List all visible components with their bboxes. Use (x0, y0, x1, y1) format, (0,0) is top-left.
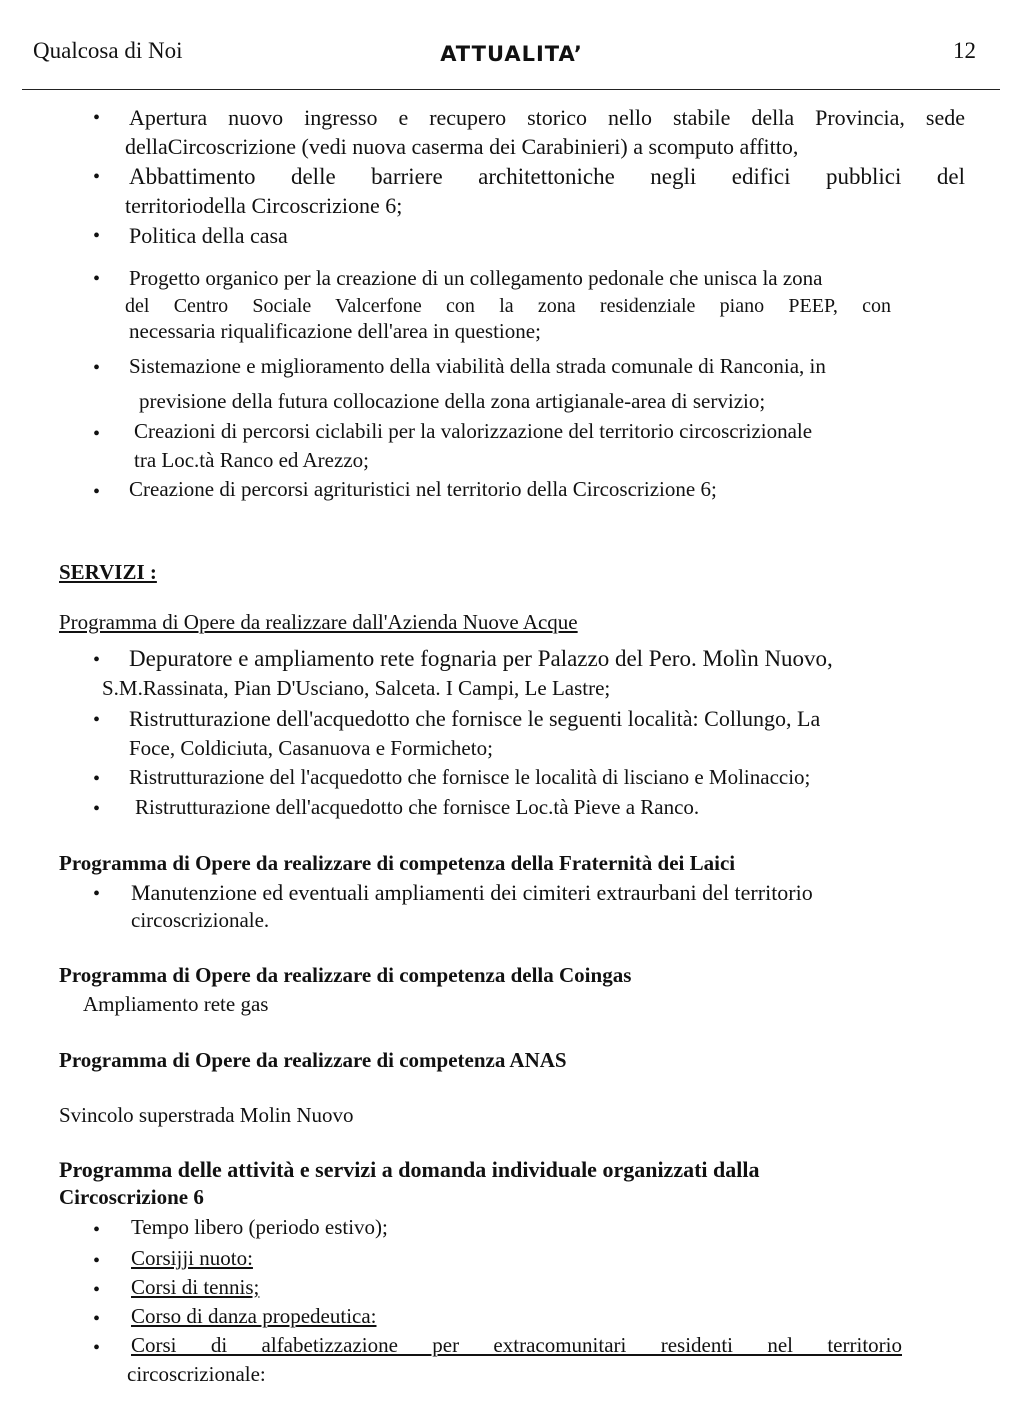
list-item-line: Corsijji nuoto: (131, 1246, 253, 1270)
list-item-line: Manutenzione ed eventuali ampliamenti dei cimiteri extraurbani del territorio (131, 880, 813, 905)
header-divider (22, 89, 1000, 90)
anas-title: Programma di Opere da realizzare di competenza ANAS (59, 1048, 567, 1072)
list-item-line: territoriodella Circoscrizione 6; (125, 193, 403, 218)
bullet-icon: • (93, 883, 101, 905)
bullet-icon: • (93, 798, 101, 820)
list-item-line: S.M.Rassinata, Pian D'Usciano, Salceta. I Campi, Le Lastre; (102, 676, 611, 700)
bullet-icon: • (93, 268, 101, 290)
coingas-text: Ampliamento rete gas (83, 992, 269, 1016)
list-item-line: Ristrutturazione dell'acquedotto che fornisce le seguenti località: Collungo, La (129, 706, 821, 731)
page-number: 12 (953, 38, 976, 63)
publication-title: Qualcosa di Noi (33, 38, 183, 63)
attivita-title: Programma delle attività e servizi a domanda individuale organizzati dalla (59, 1157, 760, 1182)
list-item-line: Politica della casa (129, 223, 288, 248)
bullet-icon: • (93, 1279, 101, 1301)
anas-text: Svincolo superstrada Molin Nuovo (59, 1103, 354, 1127)
list-item-line: Depuratore e ampliamento rete fognaria per Palazzo del Pero. Molìn Nuovo, (129, 646, 833, 671)
list-item-line: Sistemazione e miglioramento della viabilità della strada comunale di Ranconia, in (129, 354, 826, 378)
bullet-icon: • (93, 166, 101, 188)
list-item-line: tra Loc.tà Ranco ed Arezzo; (134, 448, 369, 472)
bullet-icon: • (93, 709, 101, 731)
bullet-icon: • (93, 423, 101, 445)
coingas-title: Programma di Opere da realizzare di competenza della Coingas (59, 963, 632, 987)
list-item-line: Ristrutturazione dell'acquedotto che fornisce Loc.tà Pieve a Ranco. (135, 795, 700, 819)
bullet-icon: • (93, 225, 101, 247)
bullet-icon: • (93, 649, 101, 671)
list-item-line: circoscrizionale: (127, 1362, 266, 1386)
list-item-line: Abbattimento delle barriere architettoniche negli edifici pubblici del (129, 164, 965, 189)
list-item-line: dellaCircoscrizione (vedi nuova caserma dei Carabinieri) a scomputo affitto, (125, 134, 799, 159)
list-item-line: Corsi di tennis; (131, 1275, 260, 1299)
list-item-line: Progetto organico per la creazione di un collegamento pedonale che unisca la zona (129, 266, 823, 290)
list-item-line: Corsi di alfabetizzazione per extracomunitari residenti nel territorio (131, 1333, 902, 1357)
list-item-line: Tempo libero (periodo estivo); (131, 1215, 388, 1239)
list-item-line: previsione della futura collocazione della zona artigianale-area di servizio; (139, 389, 766, 413)
bullet-icon: • (93, 768, 101, 790)
list-item-line: Apertura nuovo ingresso e recupero storico nello stabile della Provincia, sede (129, 105, 965, 130)
bullet-icon: • (93, 1250, 101, 1272)
list-item-line: Corso di danza propedeutica: (131, 1304, 377, 1328)
bullet-icon: • (93, 481, 101, 503)
section-title: ATTUALITA’ (440, 42, 583, 66)
list-item-line: circoscrizionale. (131, 908, 270, 932)
fraternita-title: Programma di Opere da realizzare di competenza della Fraternità dei Laici (59, 851, 736, 875)
list-item-line: Ristrutturazione del l'acquedotto che fornisce le località di lisciano e Molinaccio; (129, 765, 811, 789)
list-item-line: necessaria riqualificazione dell'area in questione; (129, 319, 541, 343)
bullet-icon: • (93, 357, 101, 379)
list-item-line: Creazione di percorsi agrituristici nel territorio della Circoscrizione 6; (129, 477, 717, 501)
bullet-icon: • (93, 1337, 101, 1359)
list-item-line: Creazioni di percorsi ciclabili per la valorizzazione del territorio circoscrizionale (134, 419, 813, 443)
bullet-icon: • (93, 1308, 101, 1330)
nuove-acque-title: Programma di Opere da realizzare dall'Azienda Nuove Acque (59, 610, 578, 634)
bullet-icon: • (93, 107, 101, 129)
list-item-line: del Centro Sociale Valcerfone con la zona residenziale piano PEEP, con (125, 295, 891, 317)
bullet-icon: • (93, 1219, 101, 1241)
list-item-line: Foce, Coldiciuta, Casanuova e Formicheto; (129, 736, 493, 760)
servizi-heading: SERVIZI : (59, 560, 157, 584)
attivita-title-continued: Circoscrizione 6 (59, 1185, 204, 1209)
